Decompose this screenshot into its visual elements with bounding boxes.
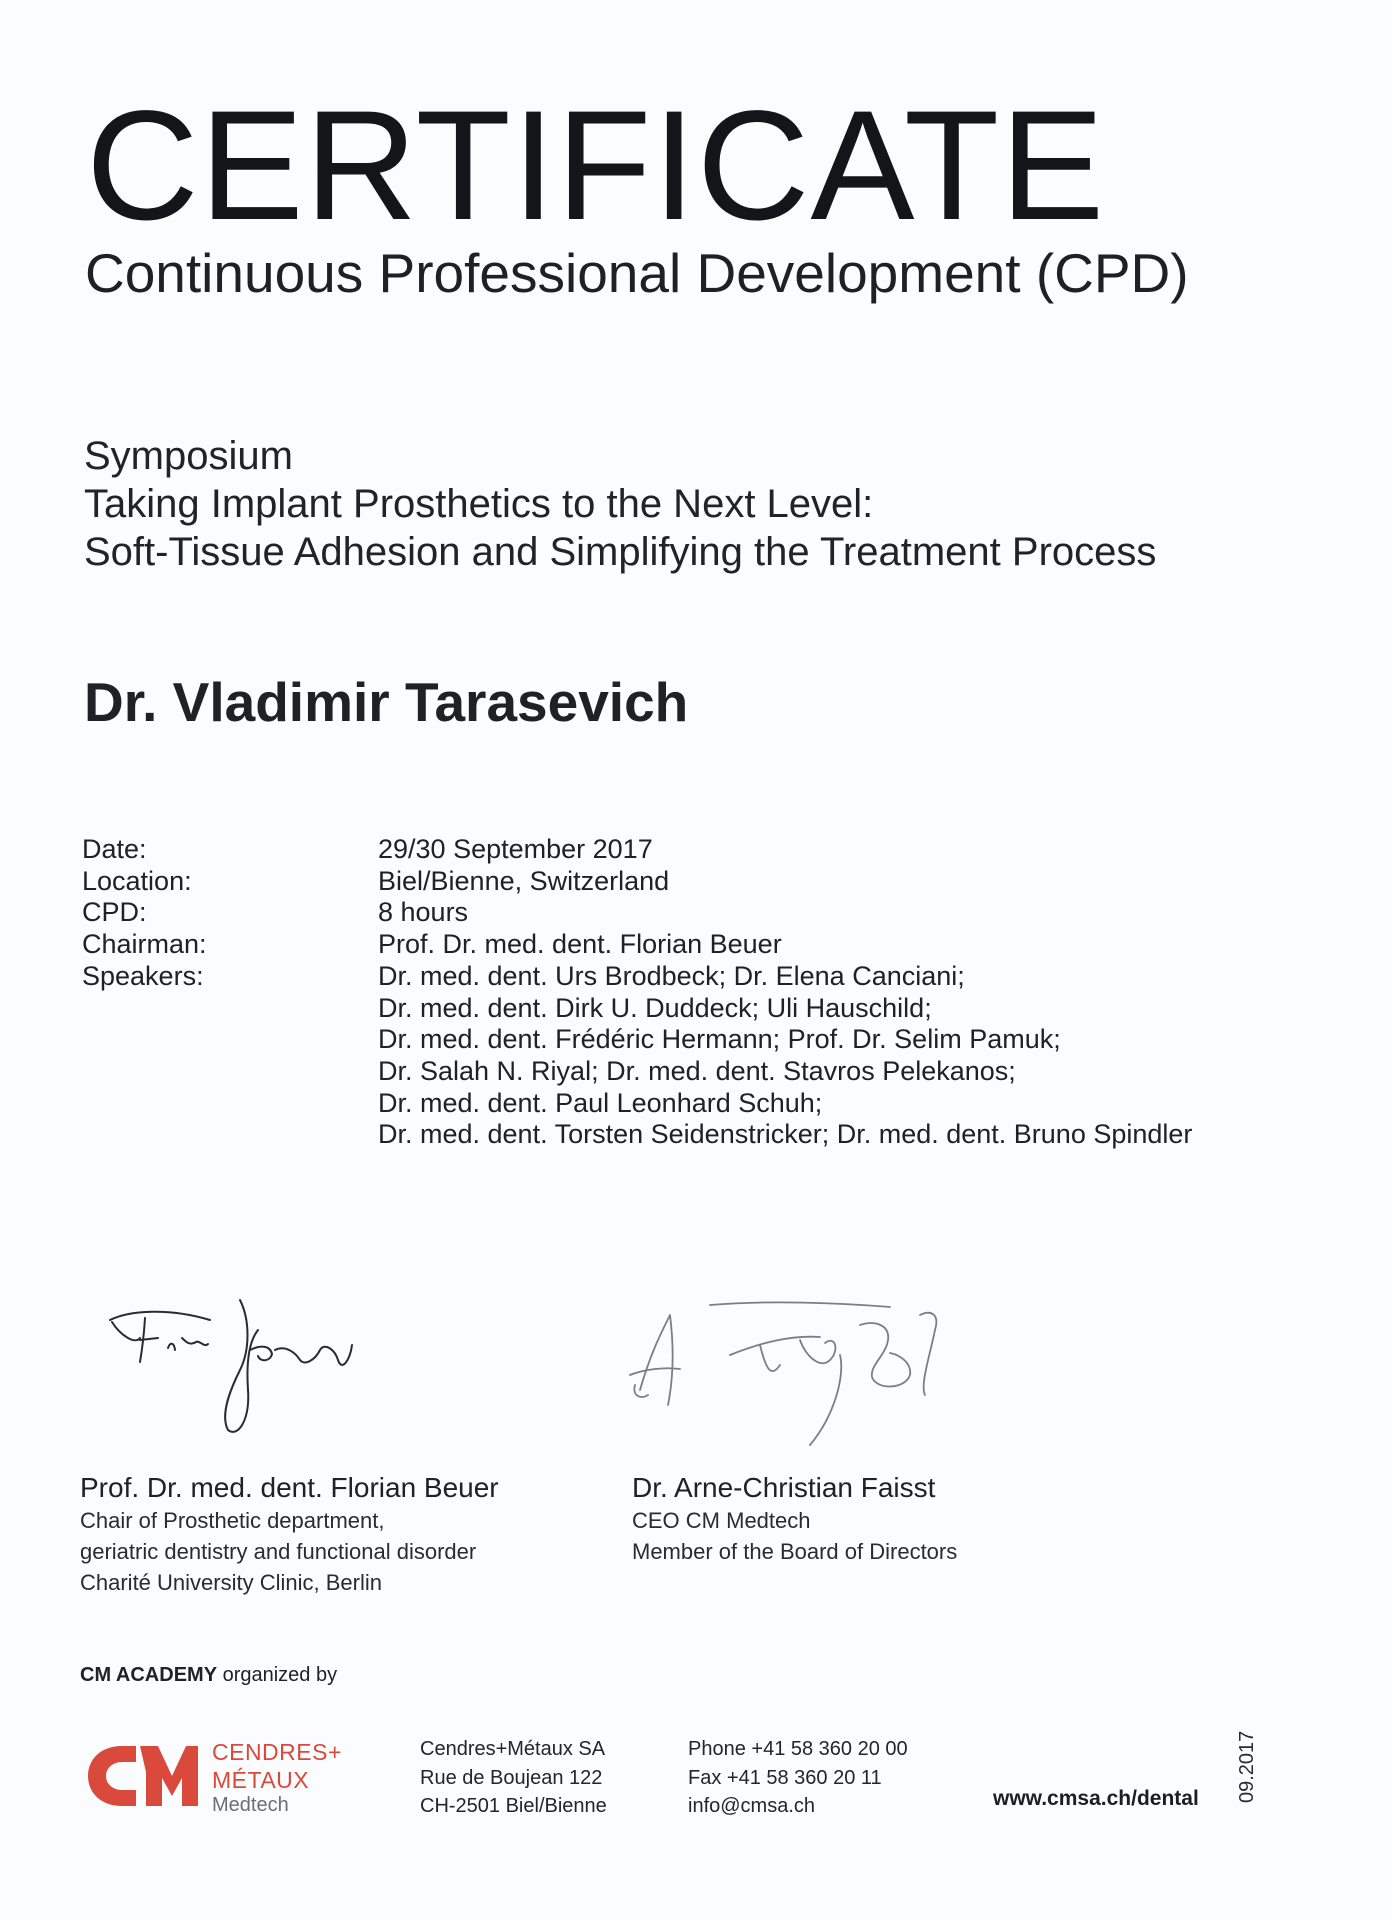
speakers-line: Dr. med. dent. Frédéric Hermann; Prof. Dr. Selim Pamuk; (378, 1024, 1061, 1055)
signatory-right-name: Dr. Arne-Christian Faisst (632, 1472, 936, 1503)
signatory-left-name: Prof. Dr. med. dent. Florian Beuer (80, 1472, 499, 1503)
signatory-left (80, 1471, 499, 1598)
chairman-value: Prof. Dr. med. dent. Florian Beuer (378, 929, 782, 960)
cpd-label: CPD: (82, 897, 147, 928)
speakers-line: Dr. med. dent. Urs Brodbeck; Dr. Elena Canciani; (378, 960, 965, 991)
event-block (84, 432, 1156, 576)
date-value: 29/30 September 2017 (378, 834, 653, 864)
fax: Fax +41 58 360 20 11 (688, 1766, 882, 1789)
brand-line-2: MÉTAUX (212, 1767, 310, 1793)
speakers-line: Dr. Salah N. Riyal; Dr. med. dent. Stavros Pelekanos; (378, 1055, 1016, 1086)
speakers-list (378, 961, 1192, 1151)
details-table (82, 834, 1192, 1151)
signature-left (100, 1290, 360, 1440)
brand-line-1: CENDRES+ (212, 1739, 342, 1765)
certificate-subtitle: Continuous Professional Development (CPD) (85, 242, 1189, 304)
date-label: Date: (82, 834, 147, 864)
website-link[interactable]: www.cmsa.ch/dental (993, 1787, 1199, 1810)
document-code: 09.2017 (1236, 1730, 1258, 1803)
location-row (82, 866, 1192, 898)
phone: Phone +41 58 360 20 00 (688, 1738, 908, 1760)
location-label: Location: (82, 865, 192, 896)
academy-line (80, 1664, 337, 1687)
address-line-1: Cendres+Métaux SA (420, 1738, 606, 1760)
address-line-2: Rue de Boujean 122 (420, 1766, 603, 1789)
speakers-label: Speakers: (82, 960, 204, 991)
signatory-left-title-2: geriatric dentistry and functional disorder (80, 1539, 477, 1564)
location-value: Biel/Bienne, Switzerland (378, 865, 670, 896)
brand-text (212, 1738, 342, 1817)
brand-line-3: Medtech (212, 1794, 289, 1816)
event-title-line-2: Soft-Tissue Adhesion and Simplifying the Treatment Process (84, 530, 1157, 574)
speakers-line: Dr. med. dent. Dirk U. Duddeck; Uli Hauschild; (378, 992, 932, 1023)
signatory-right-title-1: CEO CM Medtech (632, 1508, 811, 1533)
address-line-3: CH-2501 Biel/Bienne (420, 1795, 607, 1817)
signatory-left-title-3: Charité University Clinic, Berlin (80, 1570, 382, 1595)
cpd-value: 8 hours (378, 897, 469, 928)
date-row (82, 834, 1192, 866)
footer-contact (688, 1735, 908, 1821)
signatory-right-title-2: Member of the Board of Directors (632, 1539, 958, 1564)
signature-right (620, 1295, 1020, 1455)
signatory-right (632, 1471, 957, 1567)
event-type: Symposium (84, 434, 293, 478)
cpd-row (82, 897, 1192, 929)
email-link[interactable]: info@cmsa.ch (688, 1795, 816, 1817)
signatory-left-title-1: Chair of Prosthetic department, (80, 1508, 385, 1533)
speakers-line: Dr. med. dent. Paul Leonhard Schuh; (378, 1087, 823, 1118)
cm-logo-icon (82, 1738, 202, 1814)
footer-address (420, 1735, 607, 1821)
recipient-name: Dr. Vladimir Tarasevich (84, 671, 689, 733)
chairman-row (82, 929, 1192, 961)
event-title-line-1: Taking Implant Prosthetics to the Next Level: (84, 482, 874, 526)
academy-name: CM ACADEMY (80, 1664, 218, 1686)
speakers-line: Dr. med. dent. Torsten Seidenstricker; Dr. med. dent. Bruno Spindler (378, 1119, 1193, 1150)
chairman-label: Chairman: (82, 929, 207, 960)
certificate-title: CERTIFICATE (86, 79, 1106, 253)
speakers-row (82, 961, 1192, 1151)
academy-organized-by: organized by (217, 1664, 338, 1686)
